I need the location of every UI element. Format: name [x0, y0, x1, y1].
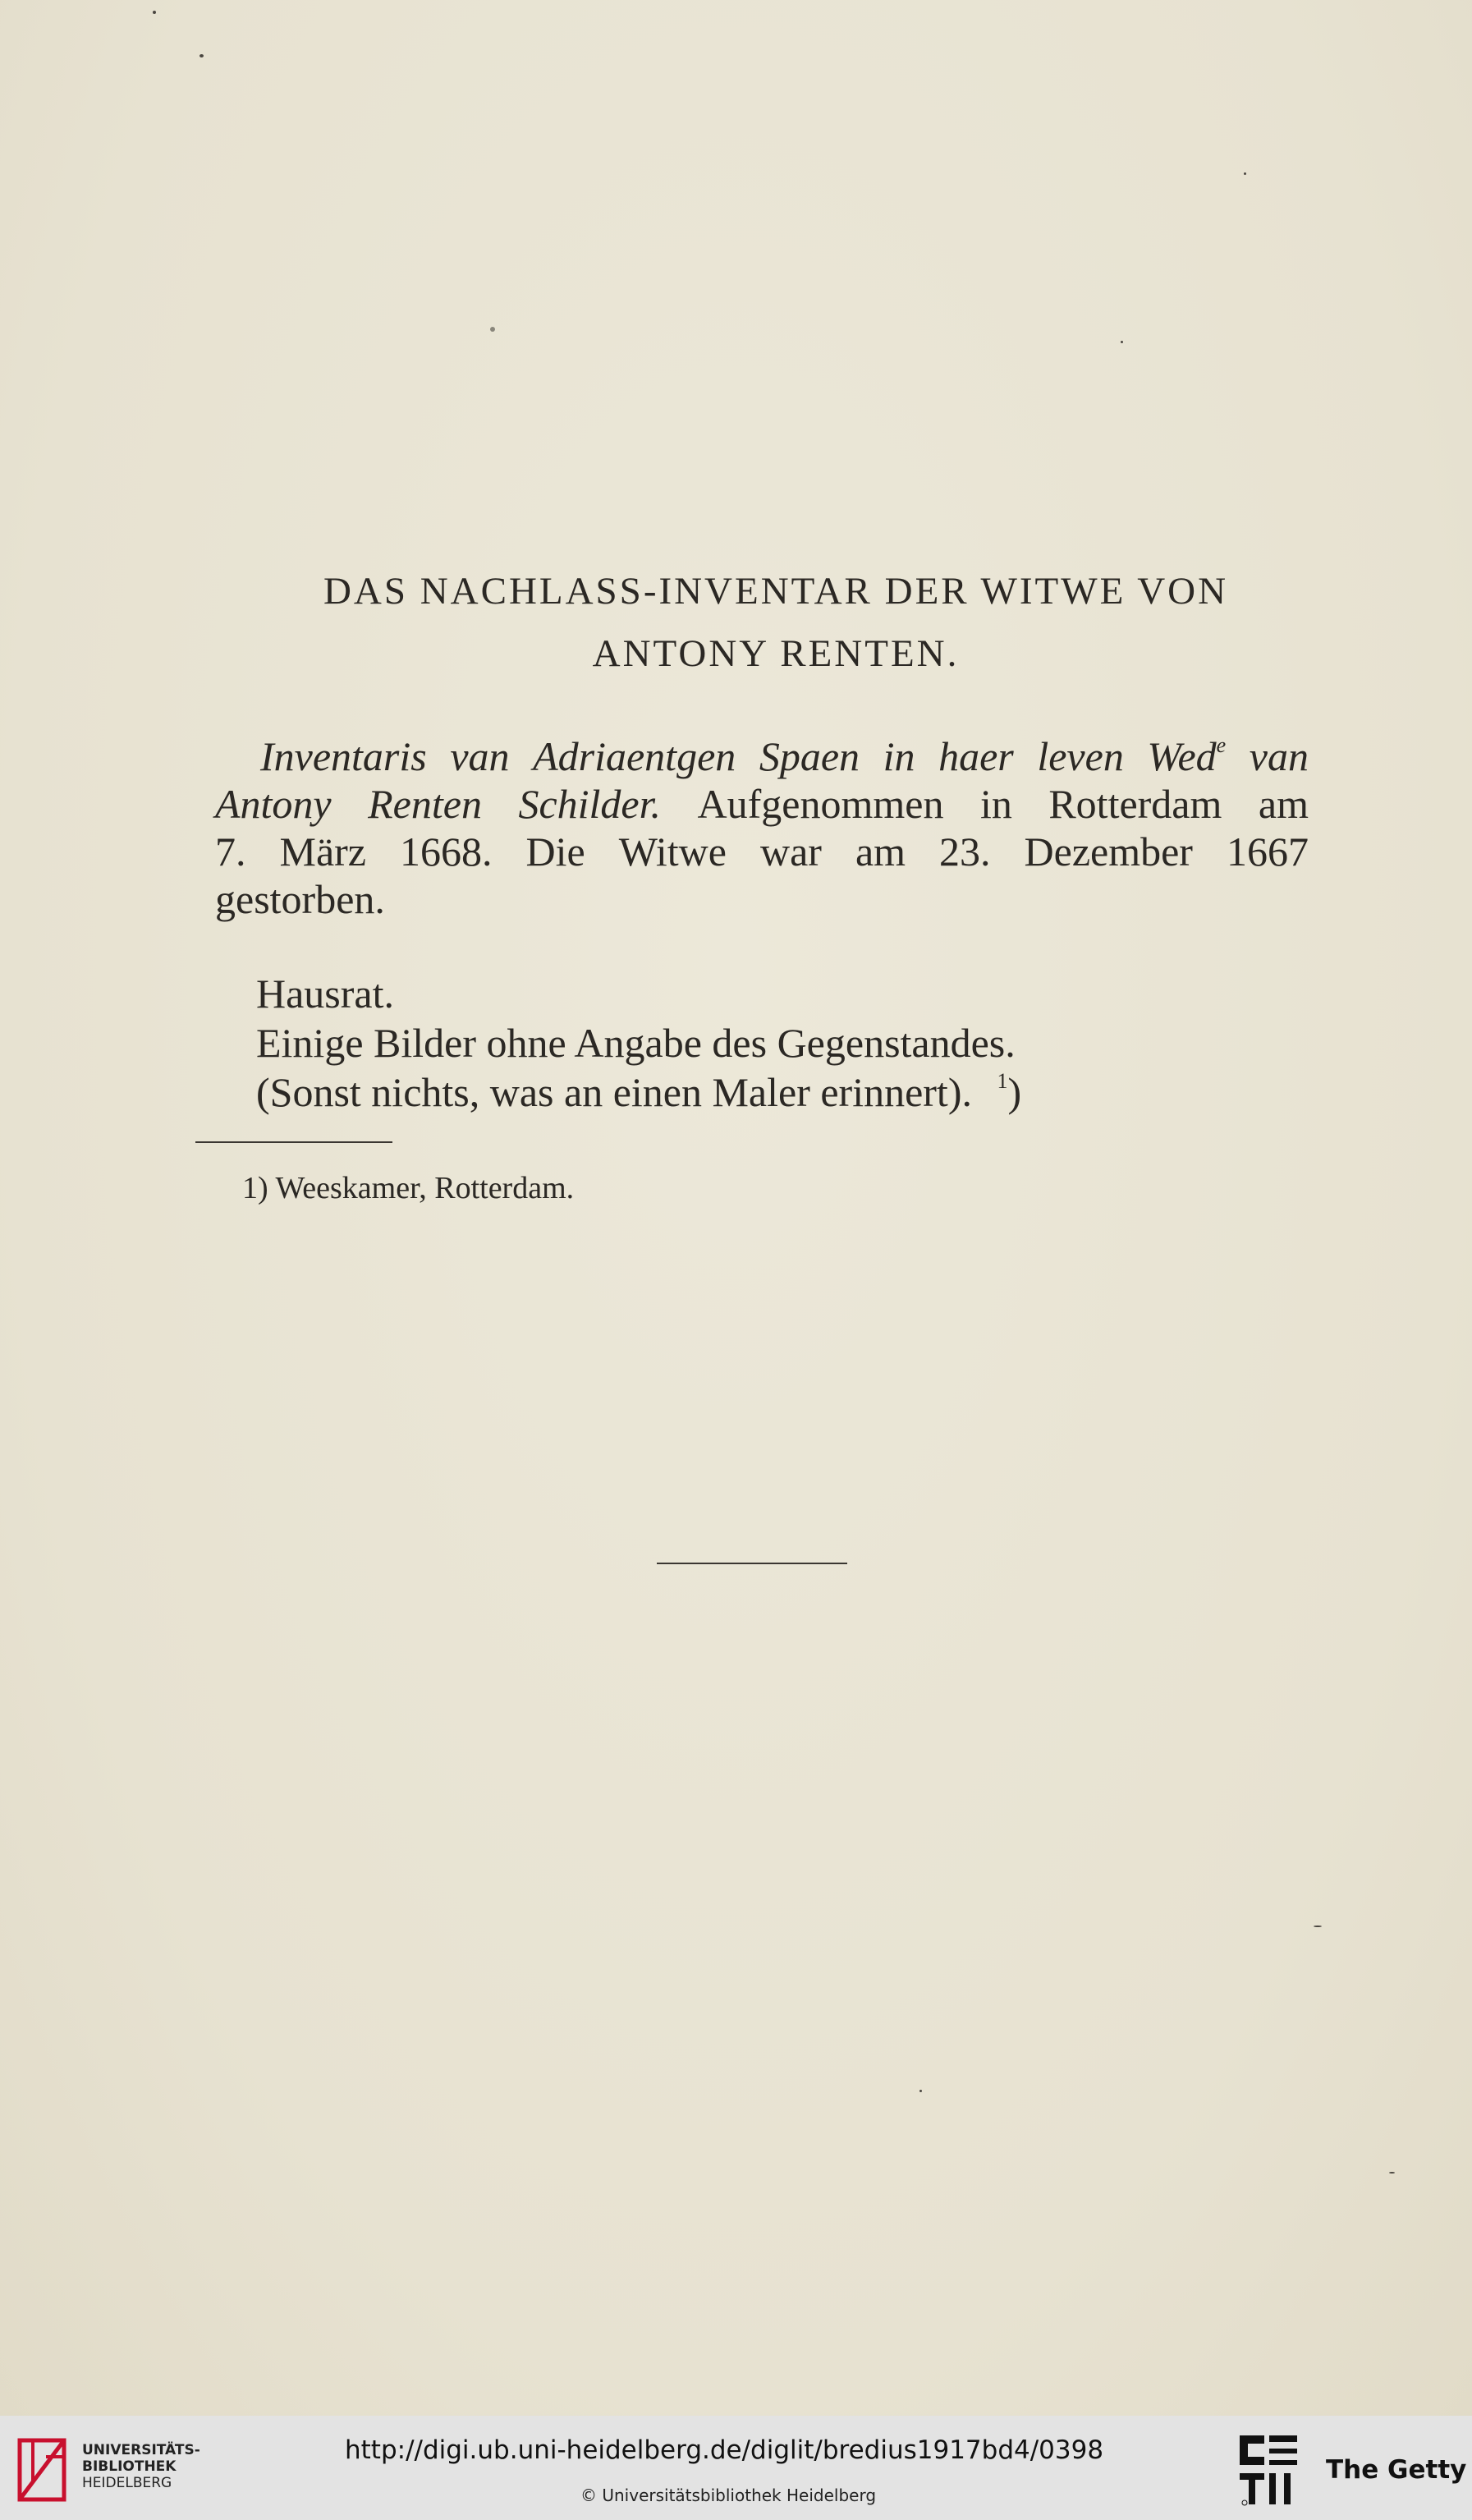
word: 1668.	[400, 829, 493, 874]
footnote-text: 1) Weeskamer, Rotterdam.	[242, 1171, 575, 1205]
scan-speck	[1389, 2172, 1395, 2173]
word: in	[883, 733, 915, 779]
word: 23.	[939, 829, 991, 874]
end-rule	[657, 1563, 847, 1564]
inventory-item-3	[256, 1069, 1022, 1115]
getty-logo-icon[interactable]	[1236, 2432, 1300, 2508]
word: Dezember	[1024, 829, 1193, 874]
word: Rotterdam	[1048, 781, 1222, 827]
scan-speck	[1244, 172, 1246, 175]
viewer-footer	[0, 2416, 1472, 2520]
word: März	[279, 829, 366, 874]
scan-speck	[490, 327, 495, 332]
intro-line-4: gestorben.	[215, 876, 385, 922]
word: Renten	[368, 781, 482, 827]
word: Spaen	[759, 733, 860, 779]
scan-speck	[199, 54, 204, 57]
footnote-separator	[195, 1141, 392, 1143]
word: Die	[525, 829, 585, 874]
superscript: e	[1216, 733, 1227, 757]
footnote-marker: $^1$)	[997, 1069, 1022, 1115]
inventory-item-2: Einige Bilder ohne Angabe des Gegenstandes.	[256, 1020, 1016, 1066]
word: Aufgenommen	[697, 781, 944, 827]
word: Witwe	[618, 829, 727, 874]
word: van	[1249, 733, 1309, 779]
word: Antony	[215, 781, 332, 827]
document-title-line2: ANTONY RENTEN.	[592, 632, 960, 675]
word: Inventaris	[260, 733, 427, 779]
word: in	[979, 781, 1012, 827]
copyright-notice: © Universitätsbibliothek Heidelberg	[580, 2486, 877, 2505]
library-name: UNIVERSITÄTS- BIBLIOTHEK HEIDELBERG	[82, 2442, 200, 2491]
word: am	[1258, 781, 1309, 827]
getty-label: The Getty	[1326, 2455, 1467, 2485]
intro-paragraph	[215, 732, 1309, 923]
word-with-superscript: Wed$^e$	[1147, 733, 1227, 779]
word: 1667	[1226, 829, 1309, 874]
scan-speck	[1121, 341, 1123, 343]
scan-speck	[153, 11, 156, 14]
word: war	[759, 829, 822, 874]
word: am	[855, 829, 906, 874]
inventory-item-3-text: (Sonst nichts, was an einen Maler erinnert).	[256, 1069, 972, 1115]
document-title-line1: DAS NACHLASS-INVENTAR DER WITWE VON	[323, 570, 1229, 613]
scan-speck	[919, 2090, 922, 2092]
permalink-url[interactable]: http://digi.ub.uni-heidelberg.de/diglit/bredius1917bd4/0398	[345, 2435, 1104, 2465]
word: van	[450, 733, 510, 779]
word: 7.	[215, 829, 246, 874]
intro-line-2	[215, 780, 1309, 828]
word: haer	[938, 733, 1014, 779]
word: Adriaentgen	[533, 733, 736, 779]
intro-line-1	[215, 732, 1309, 780]
scan-speck	[1314, 1926, 1322, 1927]
word: Schilder.	[518, 781, 662, 827]
university-library-logo-icon[interactable]	[15, 2432, 74, 2506]
intro-line-3	[215, 828, 1309, 875]
word: leven	[1037, 733, 1124, 779]
inventory-item-1: Hausrat.	[256, 971, 394, 1017]
